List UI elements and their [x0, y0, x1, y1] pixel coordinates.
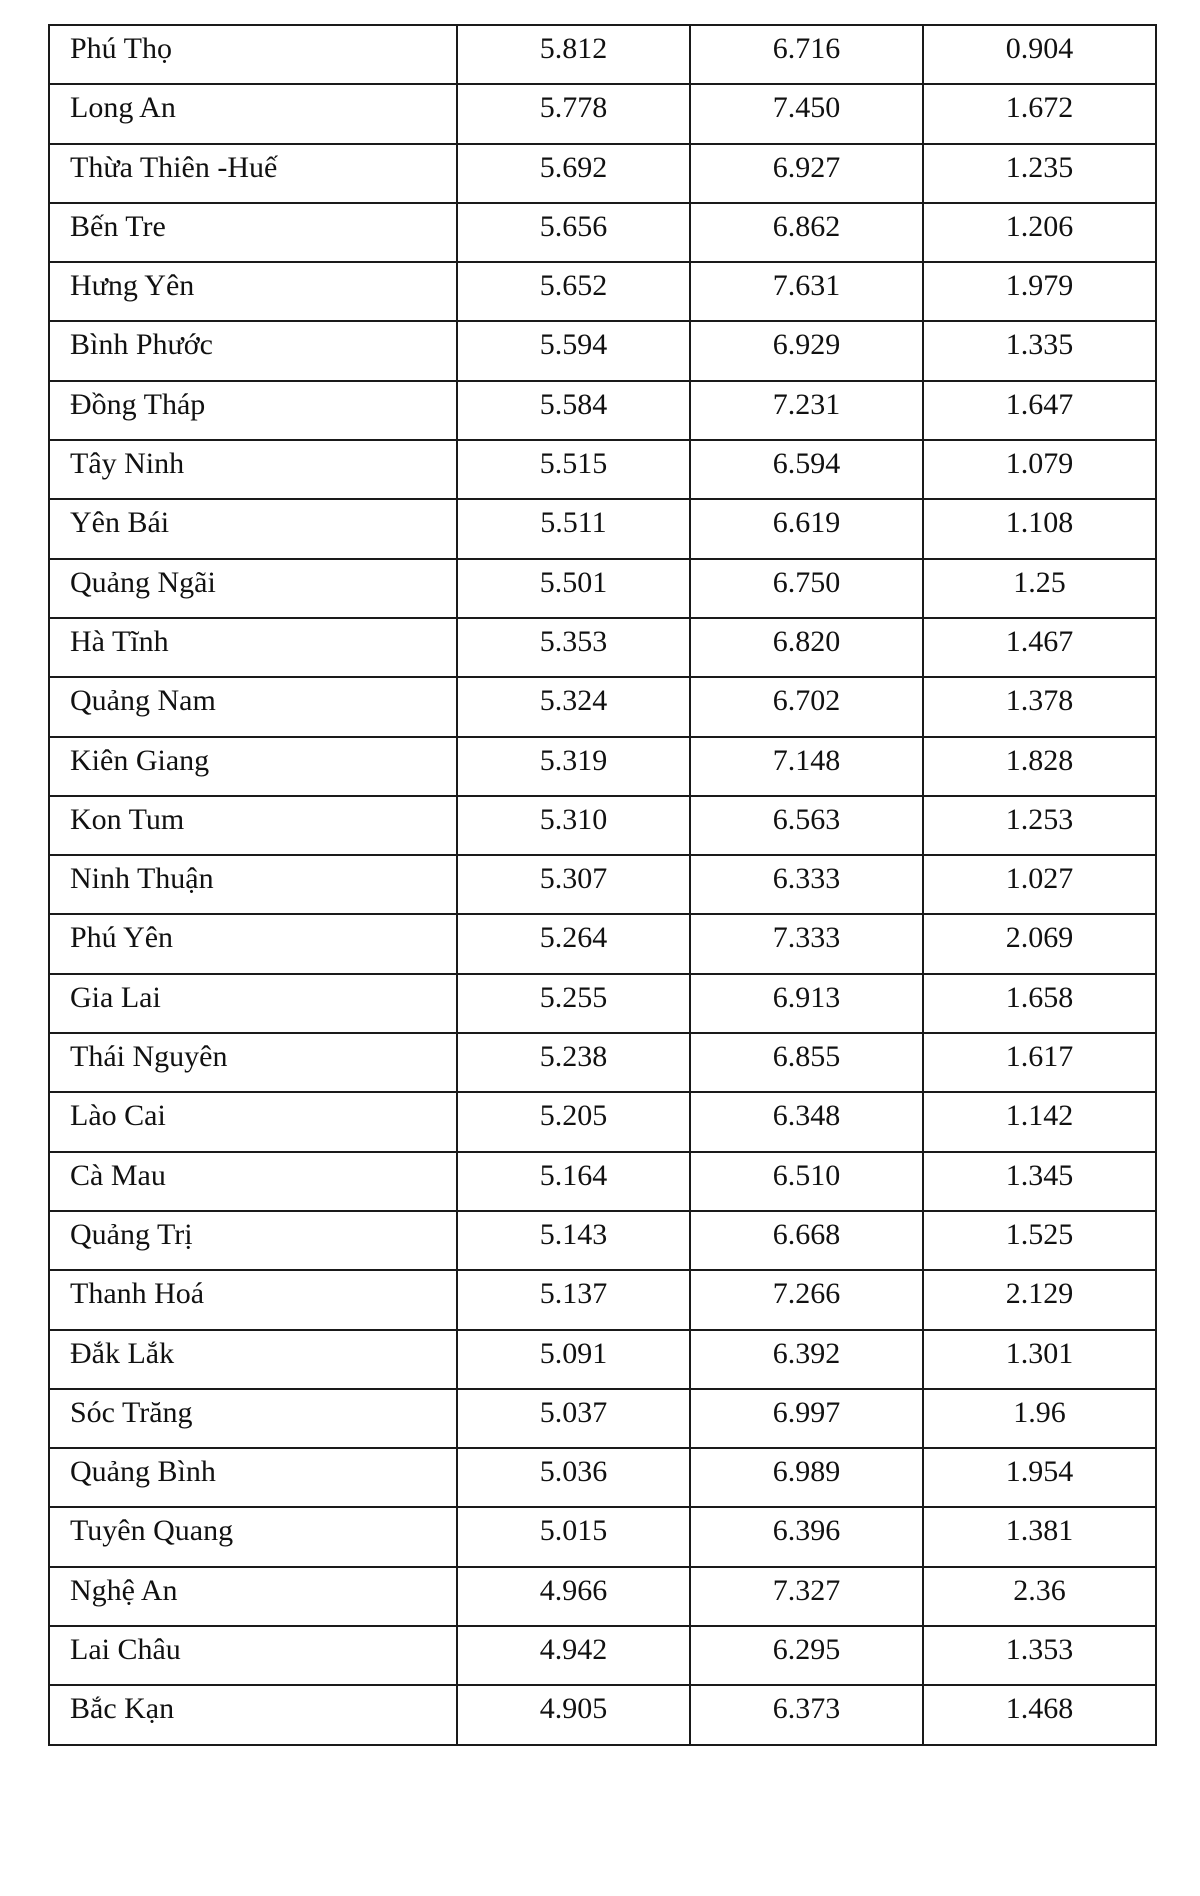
value-3-cell: 1.381	[923, 1507, 1156, 1566]
province-cell: Đồng Tháp	[49, 381, 457, 440]
value-1-cell: 5.501	[457, 559, 690, 618]
value-3-cell: 1.301	[923, 1330, 1156, 1389]
province-cell: Đắk Lắk	[49, 1330, 457, 1389]
table-row	[49, 262, 1156, 321]
table-row	[49, 796, 1156, 855]
province-cell: Phú Thọ	[49, 25, 457, 84]
table-body	[49, 25, 1156, 1745]
value-3-cell: 2.069	[923, 914, 1156, 973]
province-cell: Tây Ninh	[49, 440, 457, 499]
table-row	[49, 737, 1156, 796]
table-row	[49, 1448, 1156, 1507]
value-1-cell: 5.511	[457, 499, 690, 558]
value-1-cell: 5.353	[457, 618, 690, 677]
value-2-cell: 6.862	[690, 203, 923, 262]
value-3-cell: 1.235	[923, 144, 1156, 203]
province-cell: Thái Nguyên	[49, 1033, 457, 1092]
province-cell: Sóc Trăng	[49, 1389, 457, 1448]
table-row	[49, 321, 1156, 380]
value-1-cell: 5.037	[457, 1389, 690, 1448]
province-cell: Tuyên Quang	[49, 1507, 457, 1566]
province-cell: Bến Tre	[49, 203, 457, 262]
value-2-cell: 6.989	[690, 1448, 923, 1507]
value-3-cell: 1.672	[923, 84, 1156, 143]
value-3-cell: 1.468	[923, 1685, 1156, 1744]
value-3-cell: 1.079	[923, 440, 1156, 499]
province-data-table	[48, 24, 1157, 1746]
value-3-cell: 1.345	[923, 1152, 1156, 1211]
value-3-cell: 1.353	[923, 1626, 1156, 1685]
table-row	[49, 974, 1156, 1033]
value-1-cell: 5.656	[457, 203, 690, 262]
value-1-cell: 5.692	[457, 144, 690, 203]
value-3-cell: 1.96	[923, 1389, 1156, 1448]
province-cell: Hưng Yên	[49, 262, 457, 321]
value-2-cell: 6.396	[690, 1507, 923, 1566]
value-2-cell: 7.148	[690, 737, 923, 796]
table-row	[49, 1330, 1156, 1389]
value-1-cell: 5.238	[457, 1033, 690, 1092]
value-2-cell: 7.631	[690, 262, 923, 321]
value-3-cell: 1.954	[923, 1448, 1156, 1507]
value-1-cell: 5.310	[457, 796, 690, 855]
value-1-cell: 5.015	[457, 1507, 690, 1566]
province-cell: Nghệ An	[49, 1567, 457, 1626]
value-3-cell: 1.617	[923, 1033, 1156, 1092]
value-3-cell: 1.335	[923, 321, 1156, 380]
value-1-cell: 5.137	[457, 1270, 690, 1329]
table-row	[49, 1033, 1156, 1092]
value-2-cell: 6.295	[690, 1626, 923, 1685]
value-1-cell: 5.255	[457, 974, 690, 1033]
value-2-cell: 6.348	[690, 1092, 923, 1151]
province-cell: Kiên Giang	[49, 737, 457, 796]
value-2-cell: 6.594	[690, 440, 923, 499]
value-3-cell: 1.467	[923, 618, 1156, 677]
value-1-cell: 4.966	[457, 1567, 690, 1626]
value-2-cell: 7.333	[690, 914, 923, 973]
value-3-cell: 1.658	[923, 974, 1156, 1033]
value-1-cell: 5.515	[457, 440, 690, 499]
value-1-cell: 5.594	[457, 321, 690, 380]
value-3-cell: 1.828	[923, 737, 1156, 796]
value-2-cell: 6.929	[690, 321, 923, 380]
table-row	[49, 559, 1156, 618]
table-row	[49, 1626, 1156, 1685]
value-1-cell: 5.778	[457, 84, 690, 143]
value-2-cell: 6.927	[690, 144, 923, 203]
table-row	[49, 440, 1156, 499]
province-cell: Bắc Kạn	[49, 1685, 457, 1744]
value-2-cell: 7.327	[690, 1567, 923, 1626]
table-row	[49, 914, 1156, 973]
table-row	[49, 84, 1156, 143]
value-2-cell: 6.373	[690, 1685, 923, 1744]
value-2-cell: 7.450	[690, 84, 923, 143]
value-1-cell: 4.942	[457, 1626, 690, 1685]
value-1-cell: 5.812	[457, 25, 690, 84]
value-2-cell: 6.619	[690, 499, 923, 558]
table-row	[49, 381, 1156, 440]
province-cell: Quảng Trị	[49, 1211, 457, 1270]
value-2-cell: 6.668	[690, 1211, 923, 1270]
province-cell: Thanh Hoá	[49, 1270, 457, 1329]
value-2-cell: 6.392	[690, 1330, 923, 1389]
table-row	[49, 1567, 1156, 1626]
value-2-cell: 6.510	[690, 1152, 923, 1211]
value-1-cell: 5.143	[457, 1211, 690, 1270]
value-2-cell: 7.266	[690, 1270, 923, 1329]
value-1-cell: 5.307	[457, 855, 690, 914]
value-2-cell: 6.820	[690, 618, 923, 677]
province-cell: Quảng Ngãi	[49, 559, 457, 618]
province-cell: Quảng Nam	[49, 677, 457, 736]
value-2-cell: 6.997	[690, 1389, 923, 1448]
value-3-cell: 1.979	[923, 262, 1156, 321]
value-2-cell: 6.855	[690, 1033, 923, 1092]
table-row	[49, 855, 1156, 914]
value-1-cell: 4.905	[457, 1685, 690, 1744]
value-3-cell: 1.25	[923, 559, 1156, 618]
province-cell: Bình Phước	[49, 321, 457, 380]
value-2-cell: 7.231	[690, 381, 923, 440]
province-cell: Long An	[49, 84, 457, 143]
province-cell: Ninh Thuận	[49, 855, 457, 914]
value-1-cell: 5.205	[457, 1092, 690, 1151]
province-cell: Quảng Bình	[49, 1448, 457, 1507]
table-row	[49, 1270, 1156, 1329]
province-cell: Thừa Thiên -Huế	[49, 144, 457, 203]
value-1-cell: 5.319	[457, 737, 690, 796]
value-3-cell: 1.647	[923, 381, 1156, 440]
value-3-cell: 1.142	[923, 1092, 1156, 1151]
province-cell: Phú Yên	[49, 914, 457, 973]
table-row	[49, 25, 1156, 84]
province-cell: Lai Châu	[49, 1626, 457, 1685]
table-row	[49, 1152, 1156, 1211]
province-cell: Hà Tĩnh	[49, 618, 457, 677]
table-row	[49, 1092, 1156, 1151]
table-row	[49, 677, 1156, 736]
table-row	[49, 144, 1156, 203]
value-1-cell: 5.652	[457, 262, 690, 321]
value-1-cell: 5.036	[457, 1448, 690, 1507]
value-1-cell: 5.164	[457, 1152, 690, 1211]
value-1-cell: 5.324	[457, 677, 690, 736]
table-row	[49, 1211, 1156, 1270]
value-2-cell: 6.702	[690, 677, 923, 736]
value-3-cell: 1.253	[923, 796, 1156, 855]
table-row	[49, 1685, 1156, 1744]
value-2-cell: 6.333	[690, 855, 923, 914]
value-3-cell: 1.108	[923, 499, 1156, 558]
value-3-cell: 1.027	[923, 855, 1156, 914]
province-cell: Gia Lai	[49, 974, 457, 1033]
province-cell: Kon Tum	[49, 796, 457, 855]
value-3-cell: 2.36	[923, 1567, 1156, 1626]
province-cell: Yên Bái	[49, 499, 457, 558]
table-row	[49, 1389, 1156, 1448]
value-1-cell: 5.584	[457, 381, 690, 440]
province-cell: Cà Mau	[49, 1152, 457, 1211]
value-3-cell: 0.904	[923, 25, 1156, 84]
value-2-cell: 6.913	[690, 974, 923, 1033]
value-2-cell: 6.716	[690, 25, 923, 84]
table-row	[49, 499, 1156, 558]
province-cell: Lào Cai	[49, 1092, 457, 1151]
value-3-cell: 1.206	[923, 203, 1156, 262]
table-row	[49, 203, 1156, 262]
value-1-cell: 5.091	[457, 1330, 690, 1389]
value-3-cell: 1.378	[923, 677, 1156, 736]
value-1-cell: 5.264	[457, 914, 690, 973]
document-table-container	[48, 24, 1155, 1746]
value-2-cell: 6.563	[690, 796, 923, 855]
value-3-cell: 1.525	[923, 1211, 1156, 1270]
table-row	[49, 1507, 1156, 1566]
value-3-cell: 2.129	[923, 1270, 1156, 1329]
value-2-cell: 6.750	[690, 559, 923, 618]
table-row	[49, 618, 1156, 677]
